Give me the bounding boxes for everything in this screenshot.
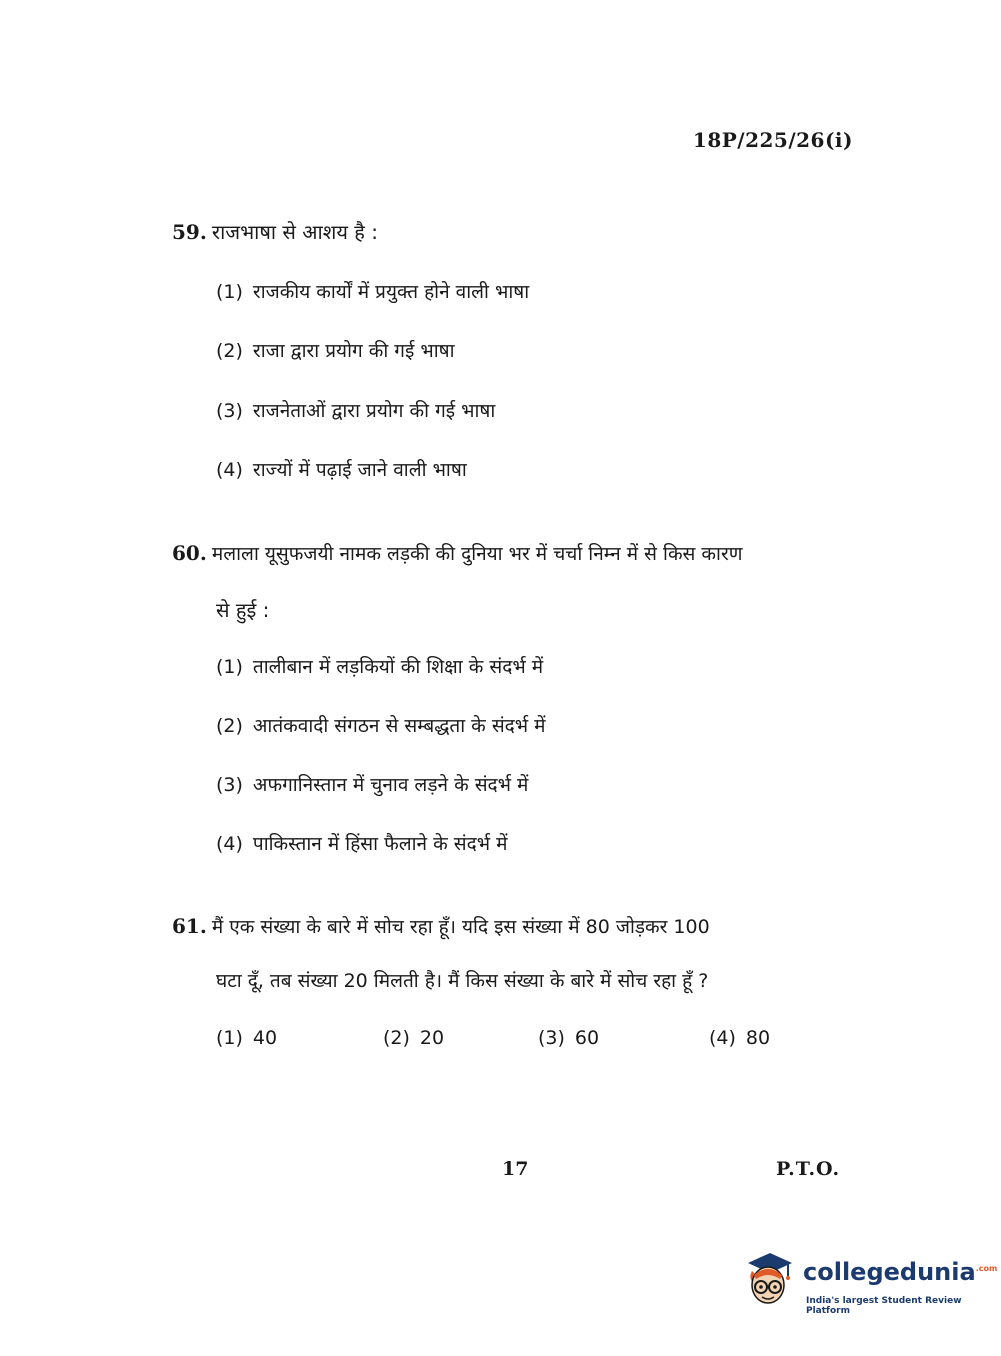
option-60-1: [216, 653, 543, 679]
option-61-4: [709, 1027, 770, 1049]
page-number: 17: [502, 1158, 529, 1180]
option-text: राज्यों में पढ़ाई जाने वाली भाषा: [252, 459, 467, 481]
option-number: (3): [216, 774, 243, 796]
option-number: (3): [538, 1027, 565, 1049]
question-60: [172, 540, 862, 566]
option-text: राजकीय कार्यों में प्रयुक्त होने वाली भाषा: [252, 281, 530, 303]
brand-text: collegedunia: [803, 1258, 976, 1286]
question-text-line1: मलाला यूसुफजयी नामक लड़की की दुनिया भर में चर्चा निम्न में से किस कारण: [211, 543, 743, 565]
option-number: (2): [383, 1027, 410, 1049]
option-text: राजनेताओं द्वारा प्रयोग की गई भाषा: [252, 400, 496, 422]
brand-tagline: India's largest Student Review Platform: [806, 1296, 962, 1316]
option-number: (2): [216, 715, 243, 737]
pto-label: P.T.O.: [776, 1158, 841, 1180]
option-60-3: [216, 771, 528, 797]
option-number: (4): [216, 459, 243, 481]
option-text: पाकिस्तान में हिंसा फैलाने के संदर्भ में: [252, 833, 508, 855]
option-61-1: [216, 1027, 277, 1049]
option-number: (3): [216, 400, 243, 422]
paper-code: 18P/225/26(i): [692, 128, 853, 152]
option-text: 20: [419, 1027, 445, 1049]
option-59-3: [216, 397, 495, 423]
option-text: 80: [745, 1027, 771, 1049]
option-59-2: [216, 337, 455, 363]
option-59-4: [216, 456, 467, 482]
brand-name: [803, 1258, 997, 1286]
option-text: राजा द्वारा प्रयोग की गई भाषा: [252, 340, 455, 362]
option-61-2: [383, 1027, 444, 1049]
question-61: [172, 913, 862, 939]
question-number: 61.: [172, 914, 207, 938]
option-number: (1): [216, 281, 243, 303]
option-59-1: [216, 278, 529, 304]
option-text: 40: [252, 1027, 278, 1049]
question-60-line2: से हुई :: [216, 598, 270, 622]
option-number: (1): [216, 656, 243, 678]
option-number: (4): [709, 1027, 736, 1049]
option-number: (1): [216, 1027, 243, 1049]
question-61-line2: घटा दूँ, तब संख्या 20 मिलती है। मैं किस संख्या के बारे में सोच रहा हूँ ?: [216, 970, 709, 992]
option-text: तालीबान में लड़कियों की शिक्षा के संदर्भ में: [252, 656, 544, 678]
option-text: आतंकवादी संगठन से सम्बद्धता के संदर्भ में: [252, 715, 546, 737]
option-61-3: [538, 1027, 599, 1049]
option-60-2: [216, 712, 546, 738]
option-60-4: [216, 830, 507, 856]
mascot-icon: [740, 1249, 800, 1309]
question-text: राजभाषा से आशय है :: [211, 220, 379, 244]
option-text: 60: [574, 1027, 600, 1049]
option-number: (2): [216, 340, 243, 362]
option-number: (4): [216, 833, 243, 855]
option-text: अफगानिस्तान में चुनाव लड़ने के संदर्भ में: [252, 774, 529, 796]
brand-suffix: .com: [975, 1264, 998, 1273]
question-text-line1: मैं एक संख्या के बारे में सोच रहा हूँ। यदि इस संख्या में 80 जोड़कर 100: [211, 916, 710, 938]
question-number: 59.: [172, 220, 207, 244]
question-59: [172, 218, 378, 245]
question-number: 60.: [172, 541, 207, 565]
